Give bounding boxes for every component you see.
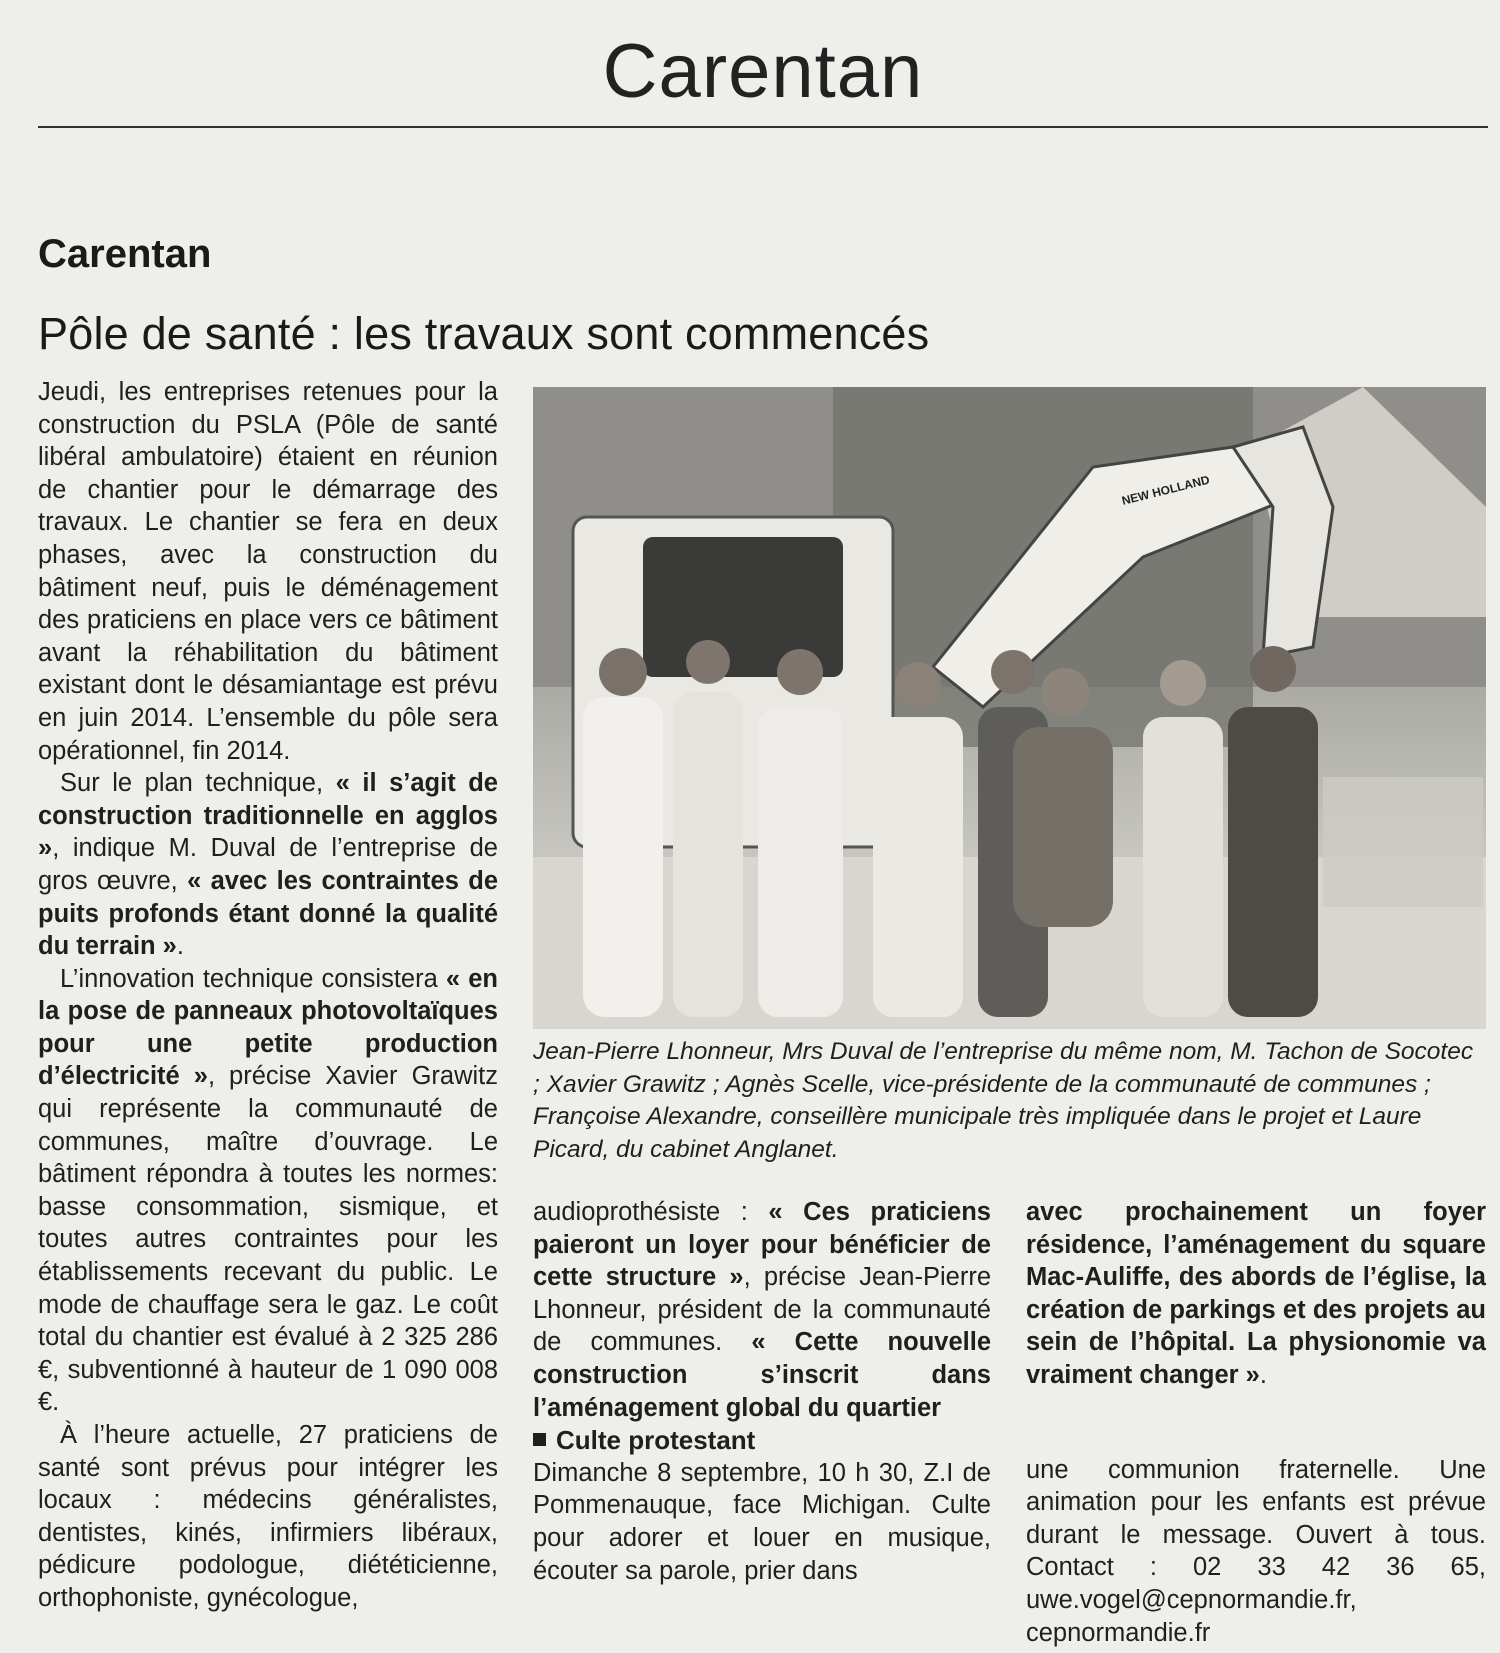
quote-run: « avec les contraintes de puits profonds étant donné la qualité du terrain » <box>38 866 498 961</box>
person <box>1143 717 1223 1017</box>
article-paragraph-4: À l’heure actuelle, 27 praticiens de santé sont prévus pour intégrer les locaux : médecins généralistes, dentistes, kinés, infirmiers libéraux, pédicure podologue, diététicienne, orthophoniste, gynécologue, <box>38 1421 498 1612</box>
text-run: Sur le plan technique, <box>60 769 336 798</box>
person <box>873 717 963 1017</box>
article-column-1 <box>38 376 498 1615</box>
bullet-square-icon <box>533 1433 546 1446</box>
article-paragraph-2 <box>38 767 498 963</box>
quote-run: « il s’agit de construction traditionnelle en agglos » <box>38 769 498 863</box>
text-run: L’innovation technique consistera <box>60 964 446 993</box>
quote-run: « Cette nouvelle construction s’inscrit dans l’aménagement global du quartier <box>533 1328 991 1422</box>
head <box>599 648 647 696</box>
article-paragraph-5 <box>533 1196 991 1424</box>
head <box>777 649 823 695</box>
photo-illustration <box>533 387 1486 1029</box>
article-photo <box>533 387 1486 1029</box>
person <box>673 692 743 1017</box>
article-paragraph-6 <box>1026 1196 1486 1392</box>
brief-body-1: Dimanche 8 septembre, 10 h 30, Z.I de Pommenauque, face Michigan. Culte pour adorer et louer en musique, écouter sa parole, prier dans <box>533 1458 991 1585</box>
article-column-3 <box>1026 1196 1486 1649</box>
section-title: Carentan <box>38 232 212 276</box>
photo-machine-brand: NEW HOLLAND <box>1120 472 1212 508</box>
quote-run: avec prochainement un foyer résidence, l’aménagement du square Mac-Auliffe, des abords de l’église, la création de parkings et des projets au sein de l’hôpital. La physionomie va vraiment changer » <box>1026 1198 1486 1389</box>
head <box>991 650 1035 694</box>
person <box>1013 727 1113 927</box>
article-headline: Pôle de santé : les travaux sont commencés <box>38 308 930 359</box>
article-paragraph-1: Jeudi, les entreprises retenues pour la construction du PSLA (Pôle de santé libéral ambulatoire) étaient en réunion de chantier pour le démarrage des travaux. Le chantier se fera en deux phases, avec la construction du bâtiment neuf, puis le déménagement des praticiens en place vers ce bâtiment avant la réhabilitation du bâtiment existant dont le désamiantage est prévu en juin 2014. L’ensemble du pôle sera opérationnel, fin 2014. <box>38 378 498 765</box>
text-run: , indique M. Duval de l’entreprise de gros œuvre, <box>38 834 498 895</box>
head <box>895 662 941 708</box>
head <box>686 640 730 684</box>
text-run: . <box>1259 1360 1267 1389</box>
text-run: audioprothésiste : <box>533 1198 769 1226</box>
head <box>1160 660 1206 706</box>
brief-heading <box>533 1424 991 1457</box>
text-run: , précise Xavier Grawitz qui représente la communauté de communes, maître d’ouvrage. Le bâtiment répondra à toutes les normes: basse consommation, sismique, et toutes autres contraintes pour les établissements recevant du public. Le mode de chauffage sera le gaz. Le coût total du chantier est évalué à 2 325 286 €, subventionné à hauteur de 1 090 008 €. <box>38 1062 498 1417</box>
person <box>758 707 843 1017</box>
article-column-2 <box>533 1196 991 1587</box>
brief-body-2: une communion fraternelle. Une animation pour les enfants est prévue durant le message. Ouvert à tous. Contact : 02 33 42 36 65, uwe.vogel@cepnormandie.fr, cepnormandie.fr <box>1026 1455 1486 1647</box>
article-paragraph-3 <box>38 963 498 1419</box>
head <box>1041 668 1089 716</box>
masthead-title: Carentan <box>602 29 924 114</box>
quote-run: « Ces praticiens paieront un loyer pour bénéficier de cette structure » <box>533 1198 991 1292</box>
rubble <box>1323 777 1483 907</box>
person <box>583 697 663 1017</box>
quote-run: « en la pose de panneaux photovoltaïques pour une petite production d’électricité » <box>38 964 498 1091</box>
head <box>1250 646 1296 692</box>
brief-title: Culte protestant <box>556 1425 756 1456</box>
photo-caption: Jean-Pierre Lhonneur, Mrs Duval de l’entreprise du même nom, M. Tachon de Socotec ; Xavier Grawitz ; Agnès Scelle, vice-présidente de la communauté de communes ; Françoise Alexandre, conseillère municipale très impliquée dans le projet et Laure Picard, du cabinet Anglanet. <box>533 1038 1474 1163</box>
text-run: , précise Jean-Pierre Lhonneur, président de la communauté de communes. <box>533 1263 991 1357</box>
masthead <box>38 22 1488 128</box>
person <box>1228 707 1318 1017</box>
text-run: . <box>176 932 184 961</box>
